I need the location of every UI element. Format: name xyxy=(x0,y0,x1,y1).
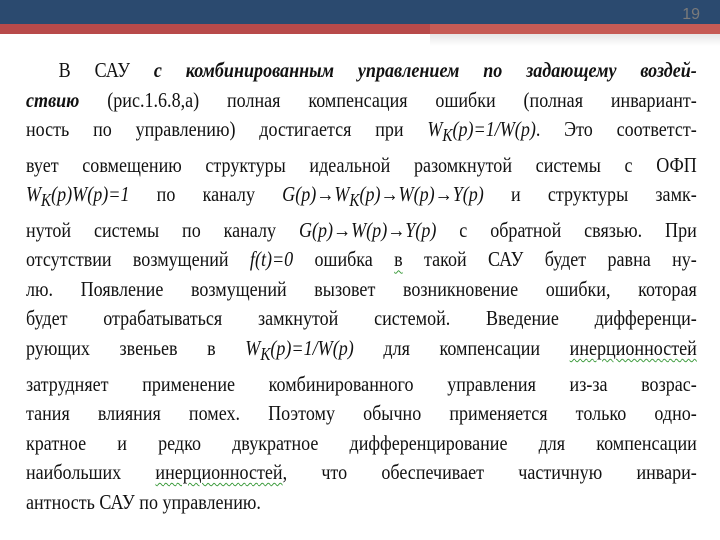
formula-subscript: K xyxy=(41,190,52,211)
text-run-spellcheck: инерционностей xyxy=(569,335,697,360)
text-run: для компенсации xyxy=(353,335,570,360)
text-run: (рис.1.6.8,а) полная компенсация ошибки (полная инвариант- xyxy=(79,87,697,112)
page-number: 19 xyxy=(682,6,700,23)
text-line-8 xyxy=(26,275,697,305)
text-run: отсутствии возмущений xyxy=(26,247,250,272)
text-run-emphasis: с комбинированным управлением по задающему воздей- xyxy=(153,58,697,82)
formula-part: (p)→W(p)→Y(p) xyxy=(359,182,484,207)
formula-part: (p)W(p)=1 xyxy=(51,182,130,207)
text-line-4 xyxy=(26,151,697,181)
text-line-3 xyxy=(26,115,697,151)
formula-subscript: K xyxy=(442,125,453,146)
formula-part: W xyxy=(26,182,42,207)
text-line-6 xyxy=(26,216,697,246)
formula-subscript: K xyxy=(349,190,360,211)
text-run: и структуры замк- xyxy=(483,182,697,207)
text-line-7 xyxy=(26,245,697,275)
header-band-red-left xyxy=(0,24,430,34)
text-line-15 xyxy=(26,488,697,518)
body-text xyxy=(26,56,697,517)
text-line-12 xyxy=(26,399,697,429)
text-run: рующих звеньев в xyxy=(26,335,246,360)
text-run: с обратной связью. При xyxy=(436,217,697,242)
text-run: ность по управлению) достигается при xyxy=(26,117,428,141)
text-run: . Это соответст- xyxy=(535,117,697,141)
text-run: наибольших xyxy=(26,460,156,485)
text-line-14 xyxy=(26,458,697,488)
text-run: такой САУ будет равна ну- xyxy=(402,247,697,272)
header-band-shadow xyxy=(430,34,720,46)
formula xyxy=(282,182,484,211)
text-line-2 xyxy=(26,86,697,116)
text-run: ошибка xyxy=(293,247,395,272)
text-run: антность САУ по управлению. xyxy=(26,489,261,514)
text-run: нутой системы по каналу xyxy=(26,217,299,242)
text-run: затрудняет применение комбинированного управления из-за возрас- xyxy=(26,371,697,396)
formula-part: (p)=1/W(p) xyxy=(452,117,536,141)
header-band-blue xyxy=(0,0,720,24)
text-run-spellcheck: в xyxy=(394,247,403,272)
formula-part: G(p)→W xyxy=(282,182,350,207)
formula: G(p)→W(p)→Y(p) xyxy=(298,217,437,242)
text-run: вует совмещению структуры идеальной разомкнутой системы с ОФП xyxy=(26,152,697,177)
text-run: В САУ xyxy=(58,58,154,82)
formula-part: (p)=1/W(p) xyxy=(270,335,354,360)
text-run: по каналу xyxy=(129,182,283,207)
formula-part: W xyxy=(245,335,261,360)
formula: f(t)=0 xyxy=(249,247,294,272)
text-line-9 xyxy=(26,304,697,334)
text-run: тания влияния помех. Поэтому обычно применяется только одно- xyxy=(26,401,697,426)
text-run: , что обеспечивает частичную инвари- xyxy=(282,460,697,485)
formula xyxy=(245,335,354,365)
text-run-emphasis: ствию xyxy=(26,87,80,112)
text-run: кратное и редко двукратное дифференцирование для компенсации xyxy=(26,430,697,455)
text-line-13 xyxy=(26,429,697,459)
formula-subscript: K xyxy=(260,344,271,365)
text-run: будет отрабатываться замкнутой системой. Введение дифференци- xyxy=(26,306,697,331)
text-line-11 xyxy=(26,370,697,400)
header-band-red-right xyxy=(430,24,720,34)
text-run-spellcheck: инерционностей xyxy=(155,460,283,485)
text-line-5 xyxy=(26,180,697,216)
text-run: лю. Появление возмущений вызовет возникновение ошибки, которая xyxy=(26,276,697,301)
formula-part: W xyxy=(427,117,443,141)
formula xyxy=(427,117,536,146)
text-line-1 xyxy=(26,56,697,86)
text-line-10 xyxy=(26,334,697,370)
formula xyxy=(26,182,130,211)
